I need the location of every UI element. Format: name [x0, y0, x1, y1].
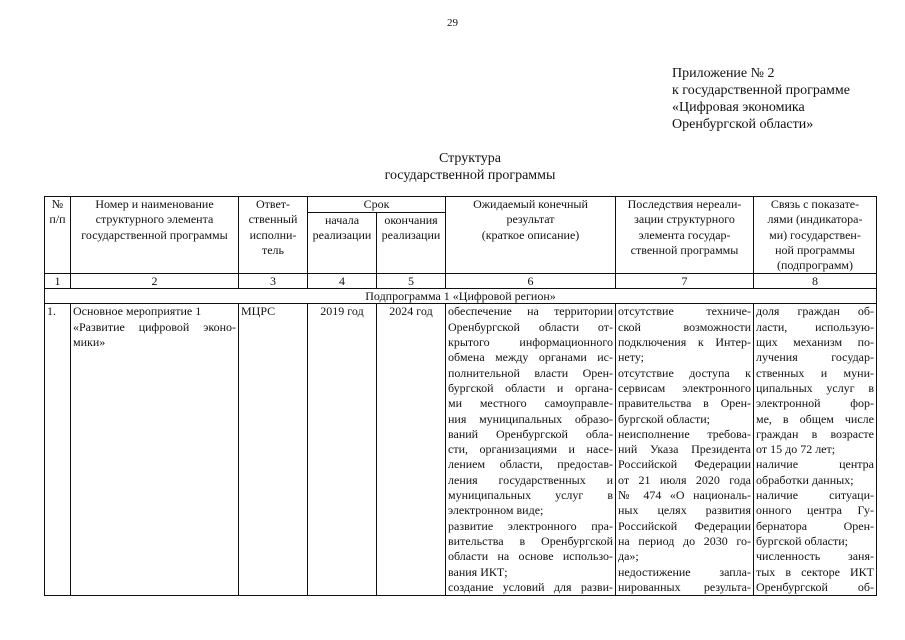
- result-line: обеспечение на территории: [448, 304, 613, 319]
- link-line: лучения государ-: [756, 350, 874, 365]
- column-number: 4: [308, 274, 377, 289]
- header-text: Связь с показате-: [770, 197, 860, 211]
- consequences-line: отсутствие техниче-: [618, 304, 751, 319]
- subprogram-title: Подпрограмма 1 «Цифровой регион»: [45, 289, 877, 304]
- header-text: №: [51, 197, 64, 211]
- header-link: [754, 197, 877, 274]
- column-number: 7: [616, 274, 754, 289]
- consequences-line: недостижение запла-: [618, 564, 751, 579]
- header-text: Последствия нереали-: [627, 197, 742, 211]
- consequences-line: отсутствие доступа к: [618, 365, 751, 380]
- consequences-line: подключения к Интер-: [618, 335, 751, 350]
- name-line: «Развитие цифровой эконо-: [73, 319, 236, 334]
- appendix-line: Приложение № 2: [672, 66, 775, 81]
- row-end: 2024 год: [377, 304, 446, 596]
- header-text: Ожидаемый конечный: [473, 197, 588, 211]
- header-text: зации структурного: [634, 212, 735, 227]
- header-row: [45, 197, 877, 213]
- document-title: [0, 150, 905, 184]
- link-line: тых в секторе ИКТ: [756, 564, 874, 579]
- result-line: создание условий для разви-: [448, 579, 613, 594]
- consequences-line: нированных результа-: [618, 579, 751, 594]
- link-line: щих механизм по-: [756, 335, 874, 350]
- result-line: электронном виде;: [448, 503, 544, 518]
- column-number: 2: [71, 274, 239, 289]
- header-text: окончания: [384, 212, 438, 227]
- link-line: ственных и муни-: [756, 365, 874, 380]
- header-text: реализации: [312, 228, 372, 242]
- consequences-line: Российской Федерации: [618, 457, 751, 472]
- column-number: 1: [45, 274, 71, 289]
- result-line: ваний Оренбургской обла-: [448, 426, 613, 441]
- row-start: 2019 год: [308, 304, 377, 596]
- title-line: государственной программы: [384, 168, 556, 183]
- consequences-line: ний Указа Президента: [618, 442, 751, 457]
- column-number-row: [45, 274, 877, 289]
- link-line: наличие ситуаци-: [756, 488, 874, 503]
- row-result: [446, 304, 616, 596]
- link-line: обработки данных;: [756, 472, 854, 487]
- header-text: (краткое описание): [481, 227, 580, 242]
- header-text: Ответ-: [255, 197, 291, 211]
- header-text: лями (индикатора-: [767, 212, 863, 227]
- consequences-line: нету;: [618, 350, 645, 365]
- header-text: начала: [324, 212, 360, 227]
- link-line: онного центра Гу-: [756, 503, 874, 518]
- column-number: 8: [754, 274, 877, 289]
- result-line: Оренбургской области от-: [448, 319, 613, 334]
- result-line: ления государственных и: [448, 472, 613, 487]
- header-term: Срок: [308, 197, 446, 213]
- result-line: вания ИКТ;: [448, 564, 508, 579]
- link-line: доля граждан об-: [756, 304, 874, 319]
- header-text: структурного элемента: [95, 212, 214, 227]
- result-line: крытого информационного: [448, 335, 613, 350]
- column-number: 5: [377, 274, 446, 289]
- header-text: ственной программы: [630, 242, 739, 257]
- column-number: 3: [239, 274, 308, 289]
- header-consequences: [616, 197, 754, 274]
- consequences-line: Российской Федерации: [618, 518, 751, 533]
- header-name: [71, 197, 239, 274]
- row-link: [754, 304, 877, 596]
- header-text: тель: [261, 242, 285, 257]
- link-line: наличие центра: [756, 457, 874, 472]
- subprogram-row: [45, 289, 877, 304]
- link-line: бургской области;: [756, 533, 848, 548]
- header-responsible: [239, 197, 308, 274]
- appendix-line: Оренбургской области»: [672, 117, 814, 132]
- consequences-line: на период до 2030 го-: [618, 533, 751, 548]
- result-line: развитие электронного пра-: [448, 518, 613, 533]
- header-text: ной программы: [775, 242, 855, 257]
- link-line: бернатора Орен-: [756, 518, 874, 533]
- result-line: области на основе использо-: [448, 549, 613, 564]
- consequences-line: от 21 июля 2020 года: [618, 472, 751, 487]
- result-line: бургской области и органа-: [448, 380, 613, 395]
- result-line: вительства в Оренбургской: [448, 533, 613, 548]
- row-number: 1.: [45, 304, 71, 596]
- row-consequences: [616, 304, 754, 596]
- consequences-line: ных целях развития: [618, 503, 751, 518]
- name-line: Основное мероприятие 1: [73, 304, 202, 319]
- link-line: электронной фор-: [756, 396, 874, 411]
- page-number: 29: [447, 17, 458, 29]
- consequences-line: бургской области;: [618, 411, 710, 426]
- header-text: (подпрограмм): [776, 258, 854, 273]
- header-text: Номер и наименование: [95, 197, 214, 211]
- result-line: лением области, предостав-: [448, 457, 613, 472]
- header-num: [45, 197, 71, 274]
- link-line: ципальных услуг в: [756, 380, 874, 395]
- result-line: ния муниципальных образо-: [448, 411, 613, 426]
- structure-table: [44, 196, 877, 596]
- column-number: 6: [446, 274, 616, 289]
- header-text: ственный: [248, 212, 298, 227]
- consequences-line: ской возможности: [618, 319, 751, 334]
- header-text: государственной программы: [81, 227, 228, 242]
- result-line: муниципальных услуг в: [448, 488, 613, 503]
- result-line: полнительной власти Орен-: [448, 365, 613, 380]
- header-text: ми) государствен-: [769, 227, 861, 242]
- header-text: исполни-: [249, 227, 297, 242]
- link-line: Оренбургской об-: [756, 579, 874, 594]
- link-line: ласти, использую-: [756, 319, 874, 334]
- link-line: численность заня-: [756, 549, 874, 564]
- consequences-line: № 474 «О националь-: [618, 488, 751, 503]
- consequences-line: правительства в Орен-: [618, 396, 751, 411]
- header-term-start: [308, 212, 377, 274]
- header-text: п/п: [49, 212, 66, 227]
- name-line: мики»: [73, 335, 106, 350]
- consequences-line: сервисам электронного: [618, 380, 751, 395]
- result-line: сти, организациями и насе-: [448, 442, 613, 457]
- table-row: [45, 304, 877, 596]
- title-line: Структура: [438, 151, 502, 166]
- appendix-line: к государственной программе: [672, 83, 850, 98]
- appendix-block: [672, 65, 850, 133]
- result-line: ми местного самоуправле-: [448, 396, 613, 411]
- header-result: [446, 197, 616, 274]
- row-name: [71, 304, 239, 596]
- consequences-line: да»;: [618, 549, 639, 564]
- header-text: элемента государ-: [638, 227, 731, 242]
- row-responsible: МЦРС: [239, 304, 308, 596]
- header-text: реализации: [381, 228, 441, 242]
- link-line: граждан в возрасте: [756, 426, 874, 441]
- header-term-end: [377, 212, 446, 274]
- link-line: ме, в общем числе: [756, 411, 874, 426]
- result-line: обмена между органами ис-: [448, 350, 613, 365]
- appendix-line: «Цифровая экономика: [672, 100, 805, 115]
- header-text: результат: [506, 212, 555, 227]
- link-line: от 15 до 72 лет;: [756, 442, 836, 457]
- consequences-line: неисполнение требова-: [618, 426, 751, 441]
